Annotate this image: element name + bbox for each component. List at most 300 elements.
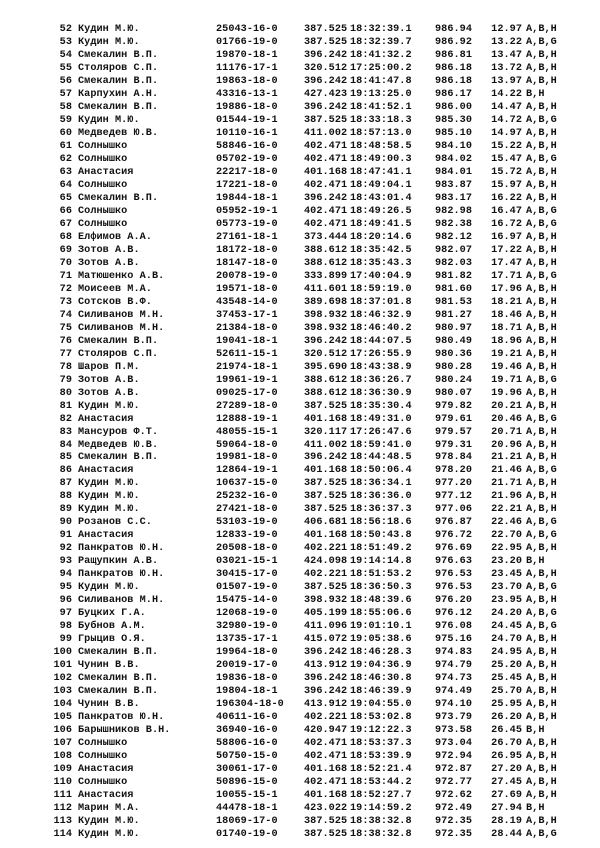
fancier-name: Чунин В.В. (78, 699, 140, 711)
speed: 982.03 (435, 257, 472, 269)
fancier-name: Анастасия (78, 790, 134, 802)
ring-code: 18172-18-0 (216, 244, 278, 256)
distance: 396.242 (304, 647, 348, 659)
position-number: 62 (59, 153, 72, 165)
speed: 972.77 (435, 777, 472, 789)
coefficient: 21.21 (491, 452, 522, 464)
coefficient: 19.46 (491, 361, 522, 373)
distance: 402.221 (304, 543, 348, 555)
distance: 401.168 (304, 530, 348, 542)
speed: 973.04 (435, 738, 472, 750)
position-number: 57 (59, 88, 72, 100)
speed: 972.35 (435, 829, 472, 841)
speed: 978.20 (435, 465, 472, 477)
ring-code: 17221-18-0 (216, 179, 278, 191)
groups: A,B,H (526, 764, 557, 776)
coefficient: 15.97 (491, 179, 522, 191)
coefficient: 21.46 (491, 465, 522, 477)
coefficient: 25.20 (491, 660, 522, 672)
ring-code: 50750-15-0 (216, 751, 278, 763)
position-number: 103 (53, 686, 72, 698)
arrival-time: 18:46:30.8 (350, 673, 412, 685)
position-number: 97 (59, 608, 72, 620)
distance: 387.525 (304, 400, 348, 412)
groups: A,B,H (526, 647, 557, 659)
distance: 396.242 (304, 75, 348, 87)
position-number: 101 (53, 660, 72, 672)
groups: A,B,G (526, 465, 557, 477)
distance: 320.512 (304, 62, 348, 74)
fancier-name: Кудин М.Ю. (78, 816, 140, 828)
fancier-name: Смекалин В.П. (78, 335, 159, 347)
fancier-name: Зотов А.В. (78, 257, 140, 269)
coefficient: 27.45 (491, 777, 522, 789)
position-number: 114 (53, 829, 72, 841)
arrival-time: 18:35:42.5 (350, 244, 412, 256)
arrival-time: 17:26:47.6 (350, 426, 412, 438)
position-number: 64 (59, 179, 72, 191)
distance: 405.199 (304, 608, 348, 620)
ring-code: 25232-16-0 (216, 491, 278, 503)
ring-code: 20019-17-0 (216, 660, 278, 672)
coefficient: 16.22 (491, 192, 522, 204)
ring-code: 30061-17-0 (216, 764, 278, 776)
speed: 986.00 (435, 101, 472, 113)
position-number: 77 (59, 348, 72, 360)
arrival-time: 18:38:32.8 (350, 816, 412, 828)
fancier-name: Кудин М.Ю. (78, 504, 140, 516)
groups: A,B,H (526, 673, 557, 685)
speed: 972.49 (435, 803, 472, 815)
distance: 389.698 (304, 296, 348, 308)
groups: A,B,G (526, 218, 557, 230)
coefficient: 20.71 (491, 426, 522, 438)
fancier-name: Силиванов М.Н. (78, 322, 165, 334)
groups: A,B,H (526, 478, 557, 490)
distance: 424.098 (304, 556, 348, 568)
coefficient: 26.20 (491, 712, 522, 724)
fancier-name: Солнышко (78, 777, 128, 789)
groups: A,B,G (526, 114, 557, 126)
distance: 402.471 (304, 218, 348, 230)
ring-code: 19804-18-1 (216, 686, 278, 698)
coefficient: 19.71 (491, 374, 522, 386)
fancier-name: Анастасия (78, 764, 134, 776)
speed: 976.69 (435, 543, 472, 555)
groups: A,B,H (526, 127, 557, 139)
arrival-time: 18:59:41.0 (350, 439, 412, 451)
ring-code: 11176-17-1 (216, 62, 278, 74)
arrival-time: 18:52:27.7 (350, 790, 412, 802)
ring-code: 12833-19-0 (216, 530, 278, 542)
speed: 973.58 (435, 725, 472, 737)
position-number: 75 (59, 322, 72, 334)
speed: 976.53 (435, 569, 472, 581)
fancier-name: Панкратов Ю.Н. (78, 543, 165, 555)
ring-code: 196304-18-0 (216, 699, 284, 711)
groups: A,B,G (526, 205, 557, 217)
ring-code: 40611-16-0 (216, 712, 278, 724)
ring-code: 12864-19-1 (216, 465, 278, 477)
ring-code: 36940-16-0 (216, 725, 278, 737)
distance: 402.471 (304, 205, 348, 217)
speed: 976.53 (435, 582, 472, 594)
ring-code: 19870-18-1 (216, 49, 278, 61)
position-number: 102 (53, 673, 72, 685)
ring-code: 20508-18-0 (216, 543, 278, 555)
speed: 982.07 (435, 244, 472, 256)
speed: 974.73 (435, 673, 472, 685)
speed: 974.10 (435, 699, 472, 711)
position-number: 91 (59, 530, 72, 542)
fancier-name: Карпухин А.Н. (78, 88, 159, 100)
speed: 978.84 (435, 452, 472, 464)
position-number: 108 (53, 751, 72, 763)
arrival-time: 18:52:21.4 (350, 764, 412, 776)
position-number: 111 (53, 790, 72, 802)
position-number: 87 (59, 478, 72, 490)
position-number: 68 (59, 231, 72, 243)
arrival-time: 18:49:04.1 (350, 179, 412, 191)
ring-code: 32980-19-0 (216, 621, 278, 633)
speed: 983.17 (435, 192, 472, 204)
coefficient: 26.70 (491, 738, 522, 750)
speed: 986.94 (435, 24, 472, 35)
arrival-time: 18:46:39.9 (350, 686, 412, 698)
position-number: 106 (53, 725, 72, 737)
ring-code: 01766-19-0 (216, 36, 278, 48)
position-number: 59 (59, 114, 72, 126)
coefficient: 22.21 (491, 504, 522, 516)
ring-code: 19863-18-0 (216, 75, 278, 87)
speed: 986.18 (435, 62, 472, 74)
distance: 401.168 (304, 764, 348, 776)
arrival-time: 19:14:59.2 (350, 803, 412, 815)
position-number: 94 (59, 569, 72, 581)
coefficient: 27.94 (491, 803, 522, 815)
position-number: 92 (59, 543, 72, 555)
speed: 980.07 (435, 387, 472, 399)
ring-code: 27421-18-0 (216, 504, 278, 516)
fancier-name: Кудин М.Ю. (78, 24, 140, 35)
fancier-name: Солнышко (78, 153, 128, 165)
speed: 976.20 (435, 595, 472, 607)
position-number: 74 (59, 309, 72, 321)
distance: 388.612 (304, 257, 348, 269)
fancier-name: Столяров С.П. (78, 348, 159, 360)
arrival-time: 18:55:06.6 (350, 608, 412, 620)
ring-code: 53103-19-0 (216, 517, 278, 529)
ring-code: 19844-18-1 (216, 192, 278, 204)
fancier-name: Смекалин В.П. (78, 452, 159, 464)
distance: 388.612 (304, 244, 348, 256)
distance: 415.072 (304, 634, 348, 646)
ring-code: 43316-13-1 (216, 88, 278, 100)
arrival-time: 18:49:26.5 (350, 205, 412, 217)
groups: A,B,H (526, 62, 557, 74)
position-number: 65 (59, 192, 72, 204)
arrival-time: 17:26:55.9 (350, 348, 412, 360)
fancier-name: Анастасия (78, 530, 134, 542)
arrival-time: 18:36:36.0 (350, 491, 412, 503)
ring-code: 27161-18-1 (216, 231, 278, 243)
fancier-name: Сотсков В.Ф. (78, 296, 152, 308)
speed: 976.72 (435, 530, 472, 542)
fancier-name: Кудин М.Ю. (78, 491, 140, 503)
coefficient: 14.97 (491, 127, 522, 139)
speed: 984.01 (435, 166, 472, 178)
ring-code: 19961-19-1 (216, 374, 278, 386)
ring-code: 01740-19-0 (216, 829, 278, 841)
arrival-time: 18:33:18.3 (350, 114, 412, 126)
arrival-time: 18:59:19.0 (350, 283, 412, 295)
position-number: 104 (53, 699, 72, 711)
groups: A,B,H (526, 634, 557, 646)
coefficient: 12.97 (491, 24, 522, 35)
fancier-name: Буцких Г.А. (78, 608, 146, 620)
position-number: 112 (53, 803, 72, 815)
distance: 413.912 (304, 699, 348, 711)
position-number: 70 (59, 257, 72, 269)
speed: 976.12 (435, 608, 472, 620)
distance: 387.525 (304, 816, 348, 828)
speed: 973.79 (435, 712, 472, 724)
arrival-time: 18:46:28.3 (350, 647, 412, 659)
speed: 986.92 (435, 36, 472, 48)
coefficient: 22.70 (491, 530, 522, 542)
arrival-time: 17:25:00.2 (350, 62, 412, 74)
coefficient: 15.22 (491, 140, 522, 152)
ring-code: 01507-19-0 (216, 582, 278, 594)
position-number: 105 (53, 712, 72, 724)
groups: A,B,H (526, 686, 557, 698)
fancier-name: Силиванов М.Н. (78, 595, 165, 607)
coefficient: 25.45 (491, 673, 522, 685)
ring-code: 10637-15-0 (216, 478, 278, 490)
groups: A,B,H (526, 309, 557, 321)
ring-code: 37453-17-1 (216, 309, 278, 321)
distance: 387.525 (304, 582, 348, 594)
ring-code: 10055-15-1 (216, 790, 278, 802)
coefficient: 26.95 (491, 751, 522, 763)
groups: A,B,H (526, 504, 557, 516)
ring-code: 18069-17-0 (216, 816, 278, 828)
groups: A,B,H (526, 491, 557, 503)
speed: 972.87 (435, 764, 472, 776)
distance: 402.221 (304, 712, 348, 724)
coefficient: 23.95 (491, 595, 522, 607)
ring-code: 01544-19-1 (216, 114, 278, 126)
position-number: 98 (59, 621, 72, 633)
position-number: 99 (59, 634, 72, 646)
arrival-time: 19:14:14.8 (350, 556, 412, 568)
coefficient: 21.96 (491, 491, 522, 503)
fancier-name: Кудин М.Ю. (78, 582, 140, 594)
distance: 387.525 (304, 36, 348, 48)
fancier-name: Кудин М.Ю. (78, 478, 140, 490)
ring-code: 19981-18-0 (216, 452, 278, 464)
position-number: 58 (59, 101, 72, 113)
speed: 975.16 (435, 634, 472, 646)
distance: 411.002 (304, 439, 348, 451)
ring-code: 13735-17-1 (216, 634, 278, 646)
groups: B,H (526, 725, 545, 737)
position-number: 66 (59, 205, 72, 217)
groups: B,H (526, 88, 545, 100)
groups: A,B,H (526, 179, 557, 191)
speed: 984.02 (435, 153, 472, 165)
distance: 427.423 (304, 88, 348, 100)
position-number: 96 (59, 595, 72, 607)
position-number: 69 (59, 244, 72, 256)
fancier-name: Ращупкин А.В. (78, 556, 159, 568)
ring-code: 19571-18-0 (216, 283, 278, 295)
speed: 985.10 (435, 127, 472, 139)
fancier-name: Панкратов Ю.Н. (78, 712, 165, 724)
ring-code: 20078-19-0 (216, 270, 278, 282)
arrival-time: 18:36:34.1 (350, 478, 412, 490)
coefficient: 18.71 (491, 322, 522, 334)
arrival-time: 18:41:47.8 (350, 75, 412, 87)
coefficient: 28.19 (491, 816, 522, 828)
position-number: 84 (59, 439, 72, 451)
position-number: 67 (59, 218, 72, 230)
arrival-time: 18:53:44.2 (350, 777, 412, 789)
speed: 982.98 (435, 205, 472, 217)
distance: 396.242 (304, 101, 348, 113)
speed: 980.49 (435, 335, 472, 347)
fancier-name: Барышников В.Н. (78, 725, 171, 737)
groups: A,B,H (526, 712, 557, 724)
fancier-name: Кудин М.Ю. (78, 829, 140, 841)
position-number: 81 (59, 400, 72, 412)
distance: 420.947 (304, 725, 348, 737)
speed: 977.12 (435, 491, 472, 503)
ring-code: 58846-16-0 (216, 140, 278, 152)
distance: 411.096 (304, 621, 348, 633)
ring-code: 12888-19-1 (216, 413, 278, 425)
speed: 972.94 (435, 751, 472, 763)
groups: A,B,H (526, 231, 557, 243)
coefficient: 25.70 (491, 686, 522, 698)
distance: 396.242 (304, 335, 348, 347)
coefficient: 13.72 (491, 62, 522, 74)
ring-code: 44478-18-1 (216, 803, 278, 815)
groups: A,B,G (526, 608, 557, 620)
speed: 981.27 (435, 309, 472, 321)
fancier-name: Елфимов А.А. (78, 231, 152, 243)
arrival-time: 18:35:30.4 (350, 400, 412, 412)
coefficient: 24.45 (491, 621, 522, 633)
fancier-name: Зотов А.В. (78, 244, 140, 256)
distance: 396.242 (304, 192, 348, 204)
position-number: 61 (59, 140, 72, 152)
coefficient: 17.22 (491, 244, 522, 256)
ring-code: 05952-19-1 (216, 205, 278, 217)
position-number: 83 (59, 426, 72, 438)
coefficient: 27.69 (491, 790, 522, 802)
distance: 411.002 (304, 127, 348, 139)
groups: A,B,H (526, 426, 557, 438)
coefficient: 24.95 (491, 647, 522, 659)
fancier-name: Чунин В.В. (78, 660, 140, 672)
distance: 398.932 (304, 322, 348, 334)
ring-code: 22217-18-0 (216, 166, 278, 178)
groups: B,H (526, 556, 545, 568)
arrival-time: 19:13:25.0 (350, 88, 412, 100)
speed: 982.38 (435, 218, 472, 230)
arrival-time: 18:48:58.5 (350, 140, 412, 152)
ring-code: 18147-18-0 (216, 257, 278, 269)
arrival-time: 18:41:52.1 (350, 101, 412, 113)
ring-code: 27289-18-0 (216, 400, 278, 412)
groups: A,B,G (526, 36, 557, 48)
coefficient: 14.22 (491, 88, 522, 100)
coefficient: 14.47 (491, 101, 522, 113)
coefficient: 24.20 (491, 608, 522, 620)
position-number: 72 (59, 283, 72, 295)
groups: A,B,H (526, 257, 557, 269)
arrival-time: 18:53:02.8 (350, 712, 412, 724)
distance: 402.221 (304, 569, 348, 581)
speed: 981.60 (435, 283, 472, 295)
arrival-time: 18:44:07.5 (350, 335, 412, 347)
distance: 387.525 (304, 829, 348, 841)
fancier-name: Смекалин В.П. (78, 673, 159, 685)
ring-code: 19041-18-1 (216, 335, 278, 347)
fancier-name: Розанов С.С. (78, 517, 152, 529)
arrival-time: 18:51:49.2 (350, 543, 412, 555)
position-number: 52 (59, 24, 72, 35)
distance: 402.471 (304, 777, 348, 789)
coefficient: 23.45 (491, 569, 522, 581)
coefficient: 22.46 (491, 517, 522, 529)
distance: 413.912 (304, 660, 348, 672)
fancier-name: Смекалин В.П. (78, 75, 159, 87)
fancier-name: Смекалин В.П. (78, 101, 159, 113)
speed: 977.06 (435, 504, 472, 516)
groups: B,H (526, 803, 545, 815)
distance: 388.612 (304, 387, 348, 399)
coefficient: 14.72 (491, 114, 522, 126)
coefficient: 13.22 (491, 36, 522, 48)
distance: 406.681 (304, 517, 348, 529)
speed: 972.35 (435, 816, 472, 828)
fancier-name: Моисеев М.А. (78, 283, 152, 295)
position-number: 109 (53, 764, 72, 776)
position-number: 73 (59, 296, 72, 308)
groups: A,B,H (526, 543, 557, 555)
groups: A,B,H (526, 699, 557, 711)
fancier-name: Бубнов А.М. (78, 621, 146, 633)
speed: 980.97 (435, 322, 472, 334)
arrival-time: 18:50:06.4 (350, 465, 412, 477)
distance: 395.690 (304, 361, 348, 373)
distance: 401.168 (304, 166, 348, 178)
distance: 396.242 (304, 49, 348, 61)
coefficient: 26.45 (491, 725, 522, 737)
fancier-name: Кудин М.Ю. (78, 114, 140, 126)
groups: A,B,H (526, 140, 557, 152)
position-number: 93 (59, 556, 72, 568)
coefficient: 13.47 (491, 49, 522, 61)
groups: A,B,G (526, 374, 557, 386)
groups: A,B,G (526, 530, 557, 542)
distance: 423.022 (304, 803, 348, 815)
distance: 402.471 (304, 140, 348, 152)
speed: 982.12 (435, 231, 472, 243)
speed: 976.08 (435, 621, 472, 633)
